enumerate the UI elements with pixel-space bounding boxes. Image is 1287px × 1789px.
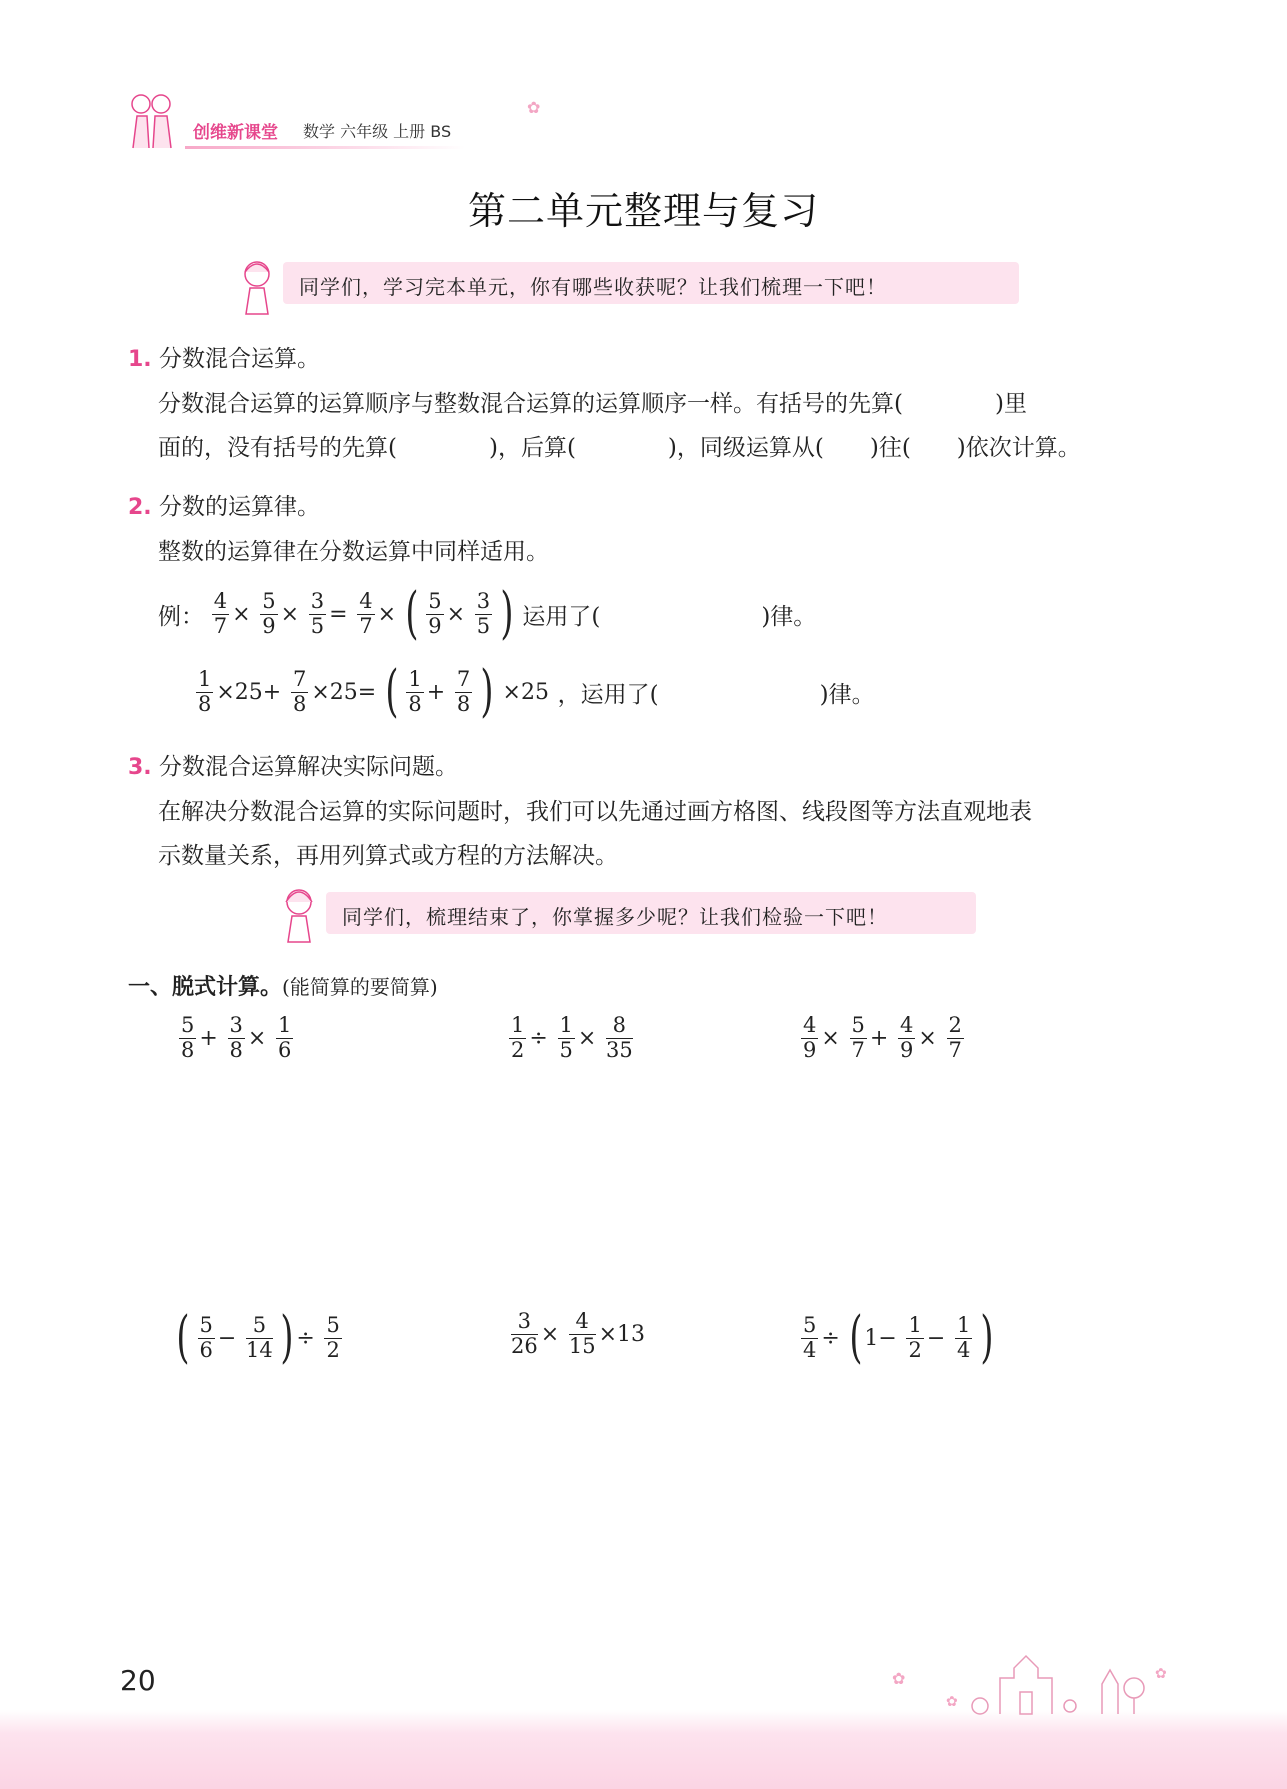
- flower-icon: ✿: [527, 98, 541, 117]
- fraction: $\frac{4}{9}$: [803, 1013, 817, 1062]
- children-mascot-icon: [125, 90, 177, 150]
- exercise-heading: [128, 970, 438, 1001]
- example-1: 例： $\frac{4}{7}$ × $\frac{5}{9}$ × $\frac{3}{5}$ = $\frac{4}{7}$ × ( $\frac{5}{9}$ × $\frac{3}{5}$ ) 运用了( )律。: [158, 581, 817, 646]
- page-title: 第二单元整理与复习: [467, 189, 819, 233]
- fraction: $\frac{1}{2}$: [908, 1312, 922, 1362]
- svg-text:✿: ✿: [1155, 1666, 1167, 1682]
- check-tip-banner: [326, 892, 976, 934]
- section-title: 分数的运算律。: [158, 494, 320, 520]
- fraction: $\frac{1}{8}$: [198, 666, 212, 716]
- fraction: $\frac{4}{7}$: [213, 588, 228, 638]
- problem-1: $\frac{5}{8}$ + $\frac{3}{8}$ × $\frac{1}{6}$: [181, 1013, 292, 1062]
- problem-6: $\frac{5}{4}$ ÷ ( 1− $\frac{1}{2}$ − $\frac{1}{4}$ ): [803, 1305, 994, 1370]
- fraction: $\frac{5}{4}$: [803, 1312, 817, 1362]
- page-header: [125, 82, 541, 152]
- fraction: $\frac{3}{8}$: [229, 1013, 243, 1062]
- fraction: $\frac{1}{4}$: [956, 1312, 971, 1362]
- header-divider: [185, 146, 465, 149]
- section-1-line-1: 分数混合运算的运算顺序与整数混合运算的运算顺序一样。有括号的先算( )里: [158, 391, 1027, 417]
- problem-4: ( $\frac{5}{6}$ − $\frac{5}{14}$ ) ÷ $\frac{5}{2}$: [176, 1305, 340, 1370]
- problem-5: $\frac{3}{26}$ × $\frac{4}{15}$ ×13: [511, 1309, 646, 1358]
- girl-mascot-icon: [274, 884, 324, 944]
- example-1-tail: 运用了( )律。: [522, 603, 817, 630]
- section-1-heading: [128, 340, 320, 373]
- section-1-line-2: 面的，没有括号的先算( )，后算( )，同级运算从( )往( )依次计算。: [158, 435, 1081, 461]
- example-2-tail: ，运用了( )律。: [557, 681, 875, 708]
- castle-decoration-icon: [880, 1648, 1180, 1718]
- brand-name: 创维新课堂: [193, 123, 278, 143]
- section-title: 分数混合运算。: [158, 346, 320, 372]
- fraction: $\frac{1}{5}$: [559, 1013, 573, 1062]
- subject-label: 数学 六年级 上册 BS: [303, 122, 452, 141]
- footer-band: [0, 1710, 1287, 1789]
- svg-text:✿: ✿: [892, 1669, 906, 1688]
- example-2: $\frac{1}{8}$ ×25+ $\frac{7}{8}$ ×25= ( $\frac{1}{8}$ + $\frac{7}{8}$ ) ×25 ，运用了( )律。: [198, 659, 875, 724]
- fraction: $\frac{5}{6}$: [199, 1312, 213, 1362]
- section-number: 2.: [128, 495, 152, 520]
- fraction: $\frac{7}{8}$: [292, 666, 307, 716]
- fraction: $\frac{7}{8}$: [456, 666, 471, 716]
- intro-tip-text: 同学们，学习完本单元，你有哪些收获呢？让我们梳理一下吧！: [299, 275, 887, 299]
- section-number: 1.: [128, 347, 152, 372]
- section-number: 3.: [128, 755, 152, 780]
- fraction: $\frac{5}{9}$: [262, 588, 276, 638]
- fraction: $\frac{3}{5}$: [476, 588, 491, 638]
- example-label: 例：: [158, 603, 204, 630]
- section-2-line-1: 整数的运算律在分数运算中同样适用。: [158, 539, 549, 565]
- exercise-note: (能简算的要简算): [282, 975, 438, 999]
- problem-2: $\frac{1}{2}$ ÷ $\frac{1}{5}$ × $\frac{8}{35}$: [511, 1013, 633, 1062]
- section-3-line-2: 示数量关系，再用列算式或方程的方法解决。: [158, 843, 618, 869]
- section-title: 分数混合运算解决实际问题。: [158, 754, 458, 780]
- fraction: $\frac{4}{9}$: [900, 1013, 914, 1062]
- section-3-heading: [128, 748, 458, 781]
- fraction: $\frac{2}{7}$: [948, 1013, 962, 1062]
- fraction: $\frac{1}{8}$: [408, 666, 422, 716]
- intro-tip-banner: [283, 262, 1019, 304]
- fraction: $\frac{1}{2}$: [511, 1013, 525, 1062]
- fraction: $\frac{3}{5}$: [310, 588, 325, 638]
- problem-3: $\frac{4}{9}$ × $\frac{5}{7}$ + $\frac{4}{9}$ × $\frac{2}{7}$: [803, 1013, 962, 1062]
- fraction: $\frac{5}{8}$: [181, 1013, 195, 1062]
- fraction: $\frac{3}{26}$: [511, 1309, 538, 1358]
- girl-mascot-icon: [232, 256, 282, 316]
- fraction: $\frac{8}{35}$: [606, 1013, 633, 1062]
- fraction: $\frac{5}{14}$: [246, 1312, 273, 1362]
- fraction: $\frac{4}{15}$: [568, 1309, 596, 1358]
- page-number: 20: [120, 1664, 156, 1697]
- section-3-line-1: 在解决分数混合运算的实际问题时，我们可以先通过画方格图、线段图等方法直观地表: [158, 799, 1032, 825]
- fraction: $\frac{4}{7}$: [359, 588, 373, 638]
- fraction: $\frac{5}{9}$: [428, 588, 442, 638]
- section-2-heading: [128, 488, 320, 521]
- fraction: $\frac{1}{6}$: [278, 1013, 292, 1062]
- check-tip-text: 同学们，梳理结束了，你掌握多少呢？让我们检验一下吧！: [342, 905, 888, 929]
- svg-text:✿: ✿: [946, 1694, 958, 1710]
- fraction: $\frac{5}{2}$: [326, 1312, 340, 1362]
- fraction: $\frac{5}{7}$: [851, 1013, 865, 1062]
- exercise-title: 一、脱式计算。: [128, 975, 283, 1000]
